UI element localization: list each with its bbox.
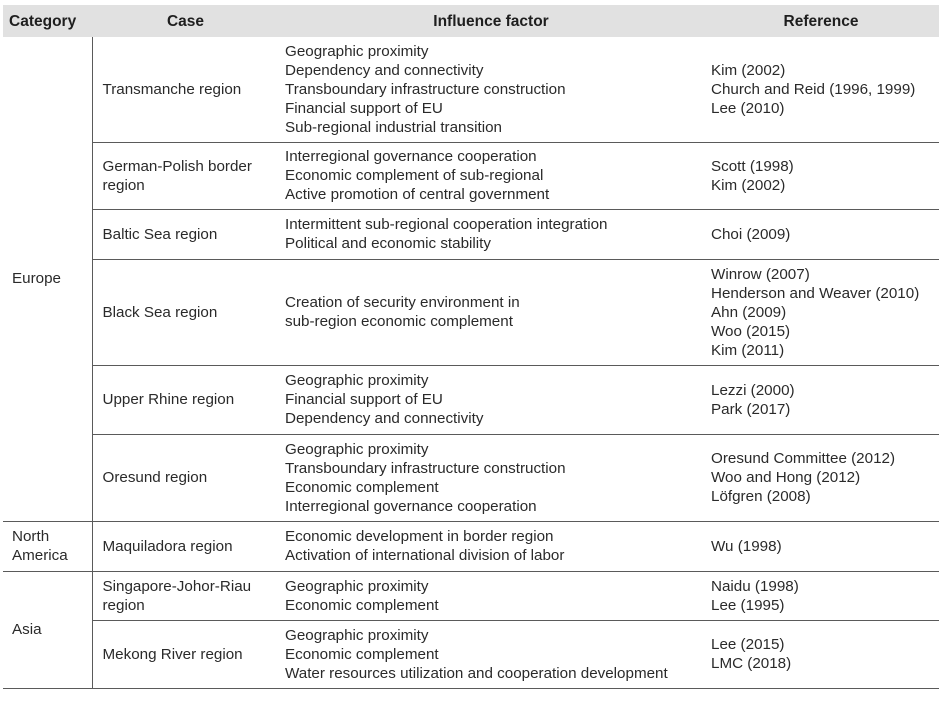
factor-item: Creation of security environment in — [285, 294, 520, 311]
reference-cell — [703, 620, 939, 688]
table-row — [3, 571, 939, 620]
factor-item: Economic complement — [285, 478, 439, 496]
factor-cell — [279, 620, 703, 688]
reference-item: Kim (2011) — [711, 341, 785, 359]
factor-item: Transboundary infrastructure construction — [285, 80, 566, 98]
reference-cell — [703, 142, 939, 209]
reference-item: Oresund Committee (2012) — [711, 450, 896, 467]
reference-item: Löfgren (2008) — [711, 488, 811, 505]
table-row — [3, 434, 939, 521]
factor-item: Geographic proximity — [285, 440, 429, 458]
category-asia: Asia — [3, 571, 92, 688]
category-europe: Europe — [3, 37, 92, 521]
table-row — [3, 209, 939, 259]
table-row — [3, 521, 939, 571]
reference-cell — [703, 259, 939, 365]
factor-item: Geographic proximity — [285, 626, 429, 644]
reference-item: Wu (1998) — [711, 537, 782, 555]
table-row — [3, 365, 939, 434]
case-cell: Upper Rhine region — [92, 365, 279, 434]
reference-item: Lee (2010) — [711, 99, 785, 117]
header-case: Case — [92, 5, 279, 37]
reference-item: Church and Reid (1996, 1999) — [711, 80, 916, 98]
reference-item: Choi (2009) — [711, 225, 791, 243]
factor-cell — [279, 209, 703, 259]
factor-item: Active promotion of central government — [285, 186, 550, 203]
factor-cell — [279, 259, 703, 365]
reference-item: Park (2017) — [711, 400, 791, 418]
factor-item: Intermittent sub-regional cooperation integration — [285, 216, 608, 233]
header-category: Category — [3, 5, 92, 37]
table-row — [3, 259, 939, 365]
reference-item: Woo (2015) — [711, 322, 791, 340]
table-row — [3, 37, 939, 142]
reference-cell — [703, 37, 939, 142]
factor-item: Financial support of EU — [285, 99, 443, 117]
case-cell: Mekong River region — [92, 620, 279, 688]
factor-item: Transboundary infrastructure construction — [285, 459, 566, 477]
table-row — [3, 142, 939, 209]
reference-item: Lee (1995) — [711, 596, 785, 614]
case-cell: Oresund region — [92, 434, 279, 521]
reference-item: Naidu (1998) — [711, 577, 799, 595]
factor-cell — [279, 37, 703, 142]
factor-item: Geographic proximity — [285, 372, 429, 389]
factor-item: Geographic proximity — [285, 577, 429, 595]
factor-item: sub-region economic complement — [285, 313, 513, 330]
header-row — [3, 5, 939, 37]
category-north-america: North America — [3, 521, 92, 571]
reference-cell — [703, 521, 939, 571]
reference-item: Winrow (2007) — [711, 265, 810, 283]
factor-item: Economic complement — [285, 645, 439, 663]
factor-cell — [279, 434, 703, 521]
factor-item: Sub-regional industrial transition — [285, 118, 502, 136]
factor-item: Interregional governance cooperation — [285, 497, 537, 515]
case-cell: Maquiladora region — [92, 521, 279, 571]
reference-cell — [703, 209, 939, 259]
reference-cell — [703, 434, 939, 521]
factor-item: Financial support of EU — [285, 391, 443, 408]
reference-item: LMC (2018) — [711, 655, 792, 672]
case-cell: Black Sea region — [92, 259, 279, 365]
factor-cell — [279, 142, 703, 209]
reference-cell — [703, 571, 939, 620]
influence-factor-table — [3, 5, 939, 689]
factor-item: Dependency and connectivity — [285, 61, 484, 79]
reference-item: Ahn (2009) — [711, 303, 787, 321]
factor-item: Economic complement of sub-regional — [285, 167, 544, 184]
reference-item: Lee (2015) — [711, 636, 785, 653]
factor-cell — [279, 365, 703, 434]
case-cell: Singapore-Johor-Riau region — [92, 571, 279, 620]
reference-item: Henderson and Weaver (2010) — [711, 284, 920, 302]
header-influence-factor: Influence factor — [279, 5, 703, 37]
factor-cell — [279, 571, 703, 620]
factor-item: Dependency and connectivity — [285, 410, 484, 427]
reference-cell — [703, 365, 939, 434]
table-row — [3, 620, 939, 688]
reference-item: Kim (2002) — [711, 176, 786, 194]
case-cell: Baltic Sea region — [92, 209, 279, 259]
factor-item: Interregional governance cooperation — [285, 148, 537, 165]
header-reference: Reference — [703, 5, 939, 37]
factor-item: Geographic proximity — [285, 42, 429, 60]
reference-item: Lezzi (2000) — [711, 381, 795, 399]
factor-item: Water resources utilization and cooperation development — [285, 664, 668, 682]
factor-item: Political and economic stability — [285, 235, 491, 252]
reference-item: Woo and Hong (2012) — [711, 469, 861, 486]
factor-item: Activation of international division of labor — [285, 547, 565, 564]
factor-item: Economic development in border region — [285, 528, 554, 545]
factor-cell — [279, 521, 703, 571]
reference-item: Kim (2002) — [711, 61, 786, 79]
case-cell: Transmanche region — [92, 37, 279, 142]
reference-item: Scott (1998) — [711, 157, 794, 175]
factor-item: Economic complement — [285, 596, 439, 614]
case-cell: German-Polish border region — [92, 142, 279, 209]
